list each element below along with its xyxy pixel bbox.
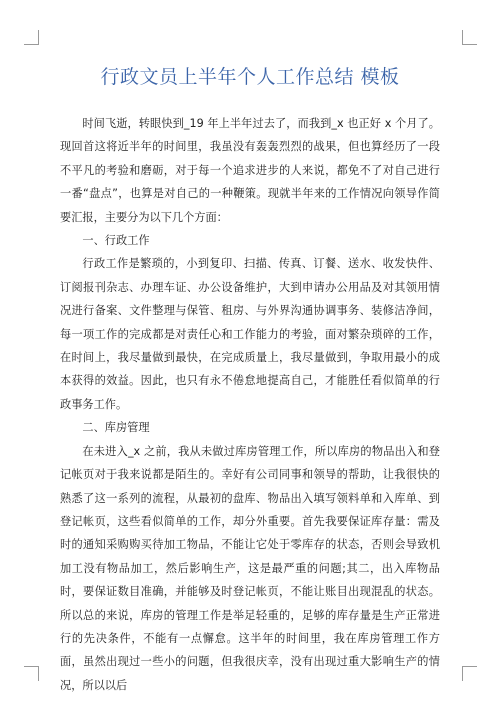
admin-paragraph: 行政工作是繁琐的，小到复印、扫描、传真、订餐、送水、收发快件、订阅报刊杂志、办理车证、办公设备维护，大到申请办公用品及对其领用情况进行备案、文件整理与保管、租房、与外界沟通协调事务、装修洁净间，每一项工作的完成都是对责任心和工作能力的考验，面对繁杂琐碎的工作，在时间上，我尽量做到最快，在完成质量上，我尽量做到，争取用最小的成本获得的效益。因此，也只有永不倦怠地提高自己，才能胜任看似简单的行政事务工作。 (60, 257, 440, 411)
crop-mark-bottom-left (24, 666, 39, 681)
section-heading-warehouse: 二、库房管理 (82, 421, 150, 435)
intro-paragraph: 时间飞逝，转眼快到_19 年上半年过去了，而我到_x 也正好 x 个月了。现回首这将近半年的时间里，我虽没有轰轰烈烈的战果，但也算经历了一段不平凡的考验和磨砺，对于每一个追求进步的人来说，都免不了对自己进行一番“盘点”，也算是对自己的一种鞭策。现就半年来的工作情况向领导作简要汇报，主要分为以下几个方面： (60, 117, 440, 224)
document-title: 行政文员上半年个人工作总结 模板 (100, 66, 400, 88)
crop-mark-top-right (462, 30, 477, 45)
warehouse-paragraph: 在未进入_x 之前，我从未做过库房管理工作，所以库房的物品出入和登记帐页对于我来说都是陌生的。幸好有公司同事和领导的帮助，让我很快的熟悉了这一系列的流程，从最初的盘库、物品出入填写领料单和入库单、到登记帐页，这些看似简单的工作，却分外重要。首先我要保证库存量：需及时的通知采购购买待加工物品，不能让它处于零库存的状态，否则会导致机加工没有物品加工，然后影响生产，这是最严重的问题;其二，出入库物品时，要保证数目准确，并能够及时登记帐页，不能让账目出现混乱的状态。所以总的来说，库房的管理工作是举足轻重的，足够的库存量是生产正常进行的先决条件，不能有一点懈怠。这半年的时间里，我在库房管理工作方面，虽然出现过一些小的问题，但我很庆幸，没有出现过重大影响生产的情况，所以以后 (60, 444, 440, 692)
section-heading-admin: 一、行政工作 (82, 234, 150, 248)
crop-mark-bottom-right (462, 666, 477, 681)
document-body (60, 112, 440, 697)
crop-mark-top-left (24, 30, 39, 45)
